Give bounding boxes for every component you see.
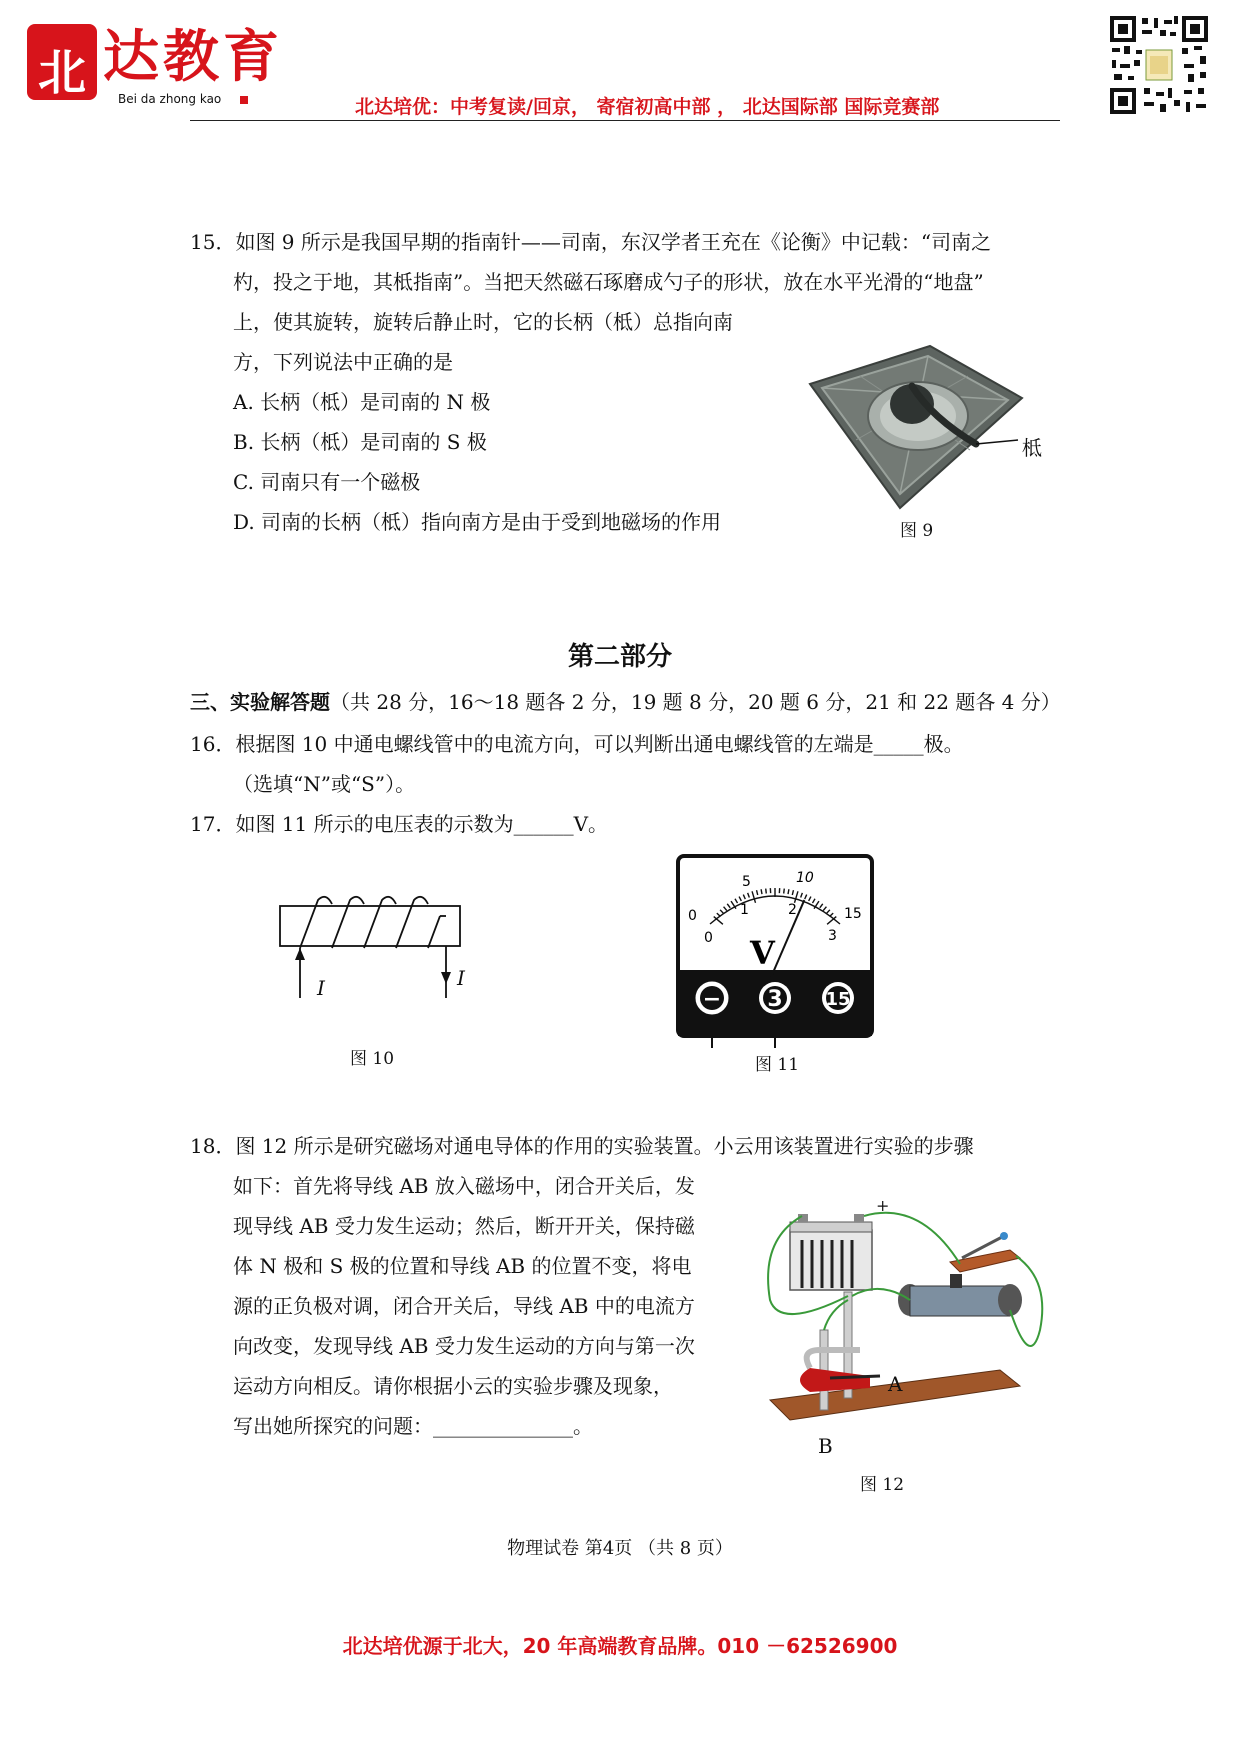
q18-line-6: 向改变，发现导线 AB 受力发生运动的方向与第一次 <box>233 1334 695 1358</box>
figure12-label-a: A <box>888 1372 903 1396</box>
voltmeter-symbol: V <box>750 934 775 972</box>
figure12-label-plus: + <box>876 1196 890 1215</box>
q18-line-2: 如下：首先将导线 AB 放入磁场中，闭合开关后，发 <box>233 1174 695 1198</box>
logo-mark: 北 <box>27 24 97 100</box>
voltmeter-figure <box>670 848 880 1048</box>
q15-option-c: C. 司南只有一个磁极 <box>233 470 421 494</box>
outer-scale-10: 10 <box>796 870 814 886</box>
inner-scale-3: 3 <box>828 928 837 944</box>
figure10-caption: 图 10 <box>350 1049 395 1069</box>
figure12-caption: 图 12 <box>860 1475 905 1495</box>
q18-line-5: 源的正负极对调，闭合开关后，导线 AB 中的电流方 <box>233 1294 695 1318</box>
logo-square-icon <box>240 96 248 104</box>
header-slogan: 北达培优：中考复读/回京， 寄宿初高中部 ， 北达国际部 国际竞赛部 <box>355 96 940 118</box>
q15-line-3: 上，使其旋转，旋转后静止时，它的长柄（柢）总指向南 <box>233 310 733 334</box>
outer-scale-5: 5 <box>742 874 751 890</box>
figure9-label-handle: 柢 <box>1022 436 1042 460</box>
dial-tick <box>766 889 767 894</box>
logo-text: 达教育 <box>103 24 283 90</box>
terminal-3: 3 <box>767 987 783 1012</box>
q16-line-2: （选填“N”或“S”）。 <box>233 772 416 796</box>
terminal-15: 15 <box>825 989 851 1010</box>
apparatus-figure <box>750 1200 1060 1450</box>
q16-line-1: 16．根据图 10 中通电螺线管中的电流方向，可以判断出通电螺线管的左端是_____极。 <box>190 732 964 756</box>
qr-code-icon <box>1108 14 1210 116</box>
logo-pinyin: Bei da zhong kao <box>118 92 222 106</box>
q15-option-a: A. 长柄（柢）是司南的 N 极 <box>233 390 491 414</box>
inner-scale-2: 2 <box>788 902 797 918</box>
outer-scale-15: 15 <box>844 906 862 922</box>
q15-option-d: D. 司南的长柄（柢）指向南方是由于受到地磁场的作用 <box>233 510 722 534</box>
dial-tick <box>784 889 785 894</box>
figure9-caption: 图 9 <box>900 521 934 541</box>
solenoid-current-label-right: I <box>457 966 465 990</box>
figure11-caption: 图 11 <box>755 1055 800 1075</box>
q15-line-2: 杓，投之于地，其柢指南”。当把天然磁石琢磨成勺子的形状，放在水平光滑的“地盘” <box>233 270 984 294</box>
sinan-compass-figure <box>800 340 1060 520</box>
q18-line-1: 18．图 12 所示是研究磁场对通电导体的作用的实验装置。小云用该装置进行实验的步骤 <box>190 1134 974 1158</box>
q17-line-1: 17．如图 11 所示的电压表的示数为______V。 <box>190 812 609 836</box>
q15-line-1: 15．如图 9 所示是我国早期的指南针——司南，东汉学者王充在《论衡》中记载：“司南之 <box>190 230 992 254</box>
inner-scale-0: 0 <box>704 930 713 946</box>
figure12-label-b: B <box>818 1434 833 1458</box>
terminal-negative: − <box>702 987 722 1012</box>
solenoid-figure <box>270 890 470 1010</box>
q15-option-b: B. 长柄（柢）是司南的 S 极 <box>233 430 487 454</box>
header-divider <box>190 120 1060 121</box>
footer-ad: 北达培优源于北大，20 年高端教育品牌。010 －62526900 <box>342 1634 898 1658</box>
outer-scale-0: 0 <box>688 908 697 924</box>
page-number: 物理试卷 第4页 （共 8 页） <box>507 1538 733 1559</box>
dial-tick <box>788 889 789 894</box>
section-heading: 三、实验解答题（共 28 分，16～18 题各 2 分，19 题 8 分，20 题 6 分，21 和 22 题各 4 分） <box>190 690 1061 714</box>
q18-line-8: 写出她所探究的问题：______________。 <box>233 1414 593 1438</box>
q18-line-7: 运动方向相反。请你根据小云的实验步骤及现象， <box>233 1374 673 1398</box>
section-title: 第二部分 <box>567 642 672 672</box>
q18-line-4: 体 N 极和 S 极的位置和导线 AB 的位置不变，将电 <box>233 1254 692 1278</box>
inner-scale-1: 1 <box>740 902 749 918</box>
q15-line-4: 方，下列说法中正确的是 <box>233 350 453 374</box>
dial-tick <box>761 889 762 894</box>
q18-line-3: 现导线 AB 受力发生运动；然后，断开开关，保持磁 <box>233 1214 695 1238</box>
solenoid-current-label-left: I <box>317 976 325 1000</box>
